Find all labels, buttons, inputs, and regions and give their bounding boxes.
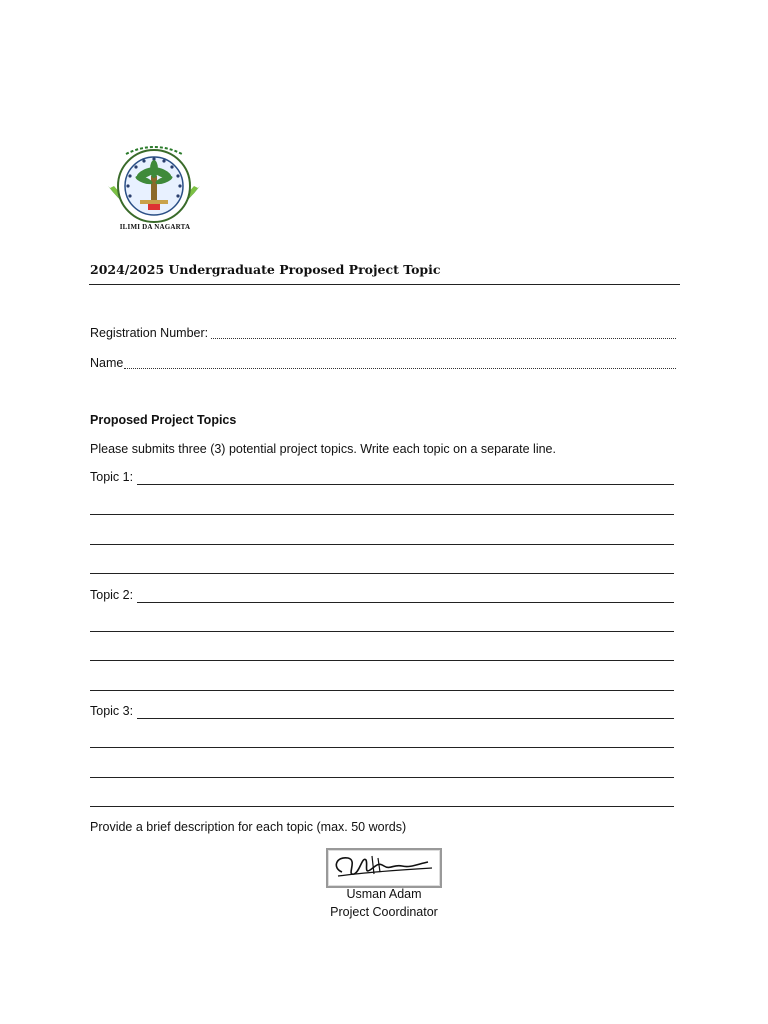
name-field[interactable]	[124, 368, 676, 369]
form-title: 2024/2025 Undergraduate Proposed Project Topic	[90, 262, 441, 277]
description-prompt: Provide a brief description for each topic (max. 50 words)	[90, 820, 407, 834]
signature-image	[326, 848, 442, 888]
topic-2-line[interactable]	[90, 660, 674, 661]
topic-2-line[interactable]	[137, 602, 674, 603]
topic-2-label: Topic 2:	[90, 588, 134, 602]
topic-2-line[interactable]	[90, 690, 674, 691]
name-label: Name	[90, 356, 124, 370]
topic-1-line[interactable]	[90, 544, 674, 545]
topic-2-line[interactable]	[90, 631, 674, 632]
registration-label: Registration Number:	[90, 326, 209, 340]
topic-3-line[interactable]	[90, 806, 674, 807]
signatory-name: Usman Adam	[346, 887, 422, 901]
topic-3-line[interactable]	[90, 777, 674, 778]
instruction-text: Please submits three (3) potential project topics. Write each topic on a separate line.	[90, 442, 556, 456]
title-divider	[89, 284, 680, 285]
topic-1-line[interactable]	[90, 514, 674, 515]
topic-3-label: Topic 3:	[90, 704, 134, 718]
signature-icon	[328, 850, 436, 882]
topic-1-label: Topic 1:	[90, 470, 134, 484]
logo-motto: ILIMI DA NAGARTA	[119, 223, 191, 231]
registration-number-field[interactable]	[211, 338, 676, 339]
signatory-title: Project Coordinator	[330, 905, 438, 919]
topic-1-line[interactable]	[90, 573, 674, 574]
topic-3-line[interactable]	[137, 718, 674, 719]
section-heading: Proposed Project Topics	[90, 413, 237, 427]
topic-3-line[interactable]	[90, 747, 674, 748]
topic-1-line[interactable]	[137, 484, 674, 485]
